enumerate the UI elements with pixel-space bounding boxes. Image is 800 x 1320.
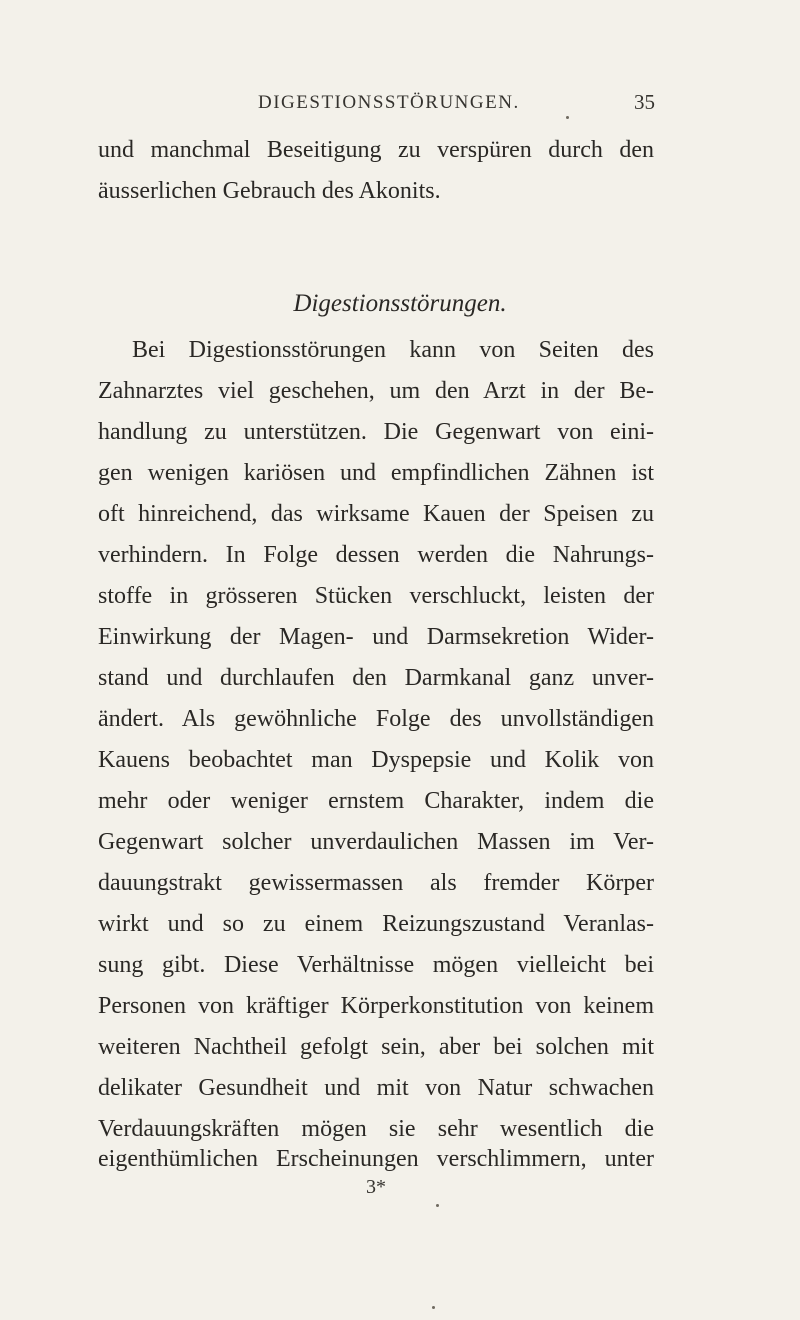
text-line: Gegenwart solcher unverdaulichen Massen im Ver-: [98, 829, 654, 855]
text-line: und manchmal Beseitigung zu verspüren durch den: [98, 137, 654, 163]
section-heading: Digestionsstörungen.: [293, 290, 507, 317]
text-line: Verdauungskräften mögen sie sehr wesentlich die: [98, 1116, 654, 1142]
text-line: stand und durchlaufen den Darmkanal ganz unver-: [98, 665, 654, 691]
text-line: Bei Digestionsstörungen kann von Seiten des: [132, 337, 654, 363]
text-line: oft hinreichend, das wirksame Kauen der Speisen zu: [98, 501, 654, 527]
paper-speck: [436, 1204, 439, 1207]
text-line: delikater Gesundheit und mit von Natur schwachen: [98, 1075, 654, 1101]
text-line: mehr oder weniger ernstem Charakter, indem die: [98, 788, 654, 814]
text-line: weiteren Nachtheil gefolgt sein, aber bei solchen mit: [98, 1034, 654, 1060]
paper-speck: [432, 1306, 435, 1309]
text-line: dauungstrakt gewissermassen als fremder Körper: [98, 870, 654, 896]
text-line: sung gibt. Diese Verhältnisse mögen vielleicht bei: [98, 952, 654, 978]
text-line: eigenthümlichen Erscheinungen verschlimmern, unter: [98, 1146, 654, 1172]
signature-mark: 3*: [366, 1176, 386, 1198]
paper-speck: [566, 116, 569, 119]
text-line: handlung zu unterstützen. Die Gegenwart von eini-: [98, 419, 654, 445]
text-line: Zahnarztes viel geschehen, um den Arzt in der Be-: [98, 378, 654, 404]
text-line: Einwirkung der Magen- und Darmsekretion Wider-: [98, 624, 654, 650]
page-number: 35: [634, 90, 655, 114]
text-line: stoffe in grösseren Stücken verschluckt, leisten der: [98, 583, 654, 609]
text-line: ändert. Als gewöhnliche Folge des unvollständigen: [98, 706, 654, 732]
text-line: äusserlichen Gebrauch des Akonits.: [98, 178, 441, 204]
text-line: verhindern. In Folge dessen werden die Nahrungs-: [98, 542, 654, 568]
text-line: Kauens beobachtet man Dyspepsie und Kolik von: [98, 747, 654, 773]
text-line: Personen von kräftiger Körperkonstitution von keinem: [98, 993, 654, 1019]
text-line: gen wenigen kariösen und empfindlichen Zähnen ist: [98, 460, 654, 486]
text-line: wirkt und so zu einem Reizungszustand Veranlas-: [98, 911, 654, 937]
running-head: DIGESTIONSSTÖRUNGEN.: [258, 92, 520, 113]
